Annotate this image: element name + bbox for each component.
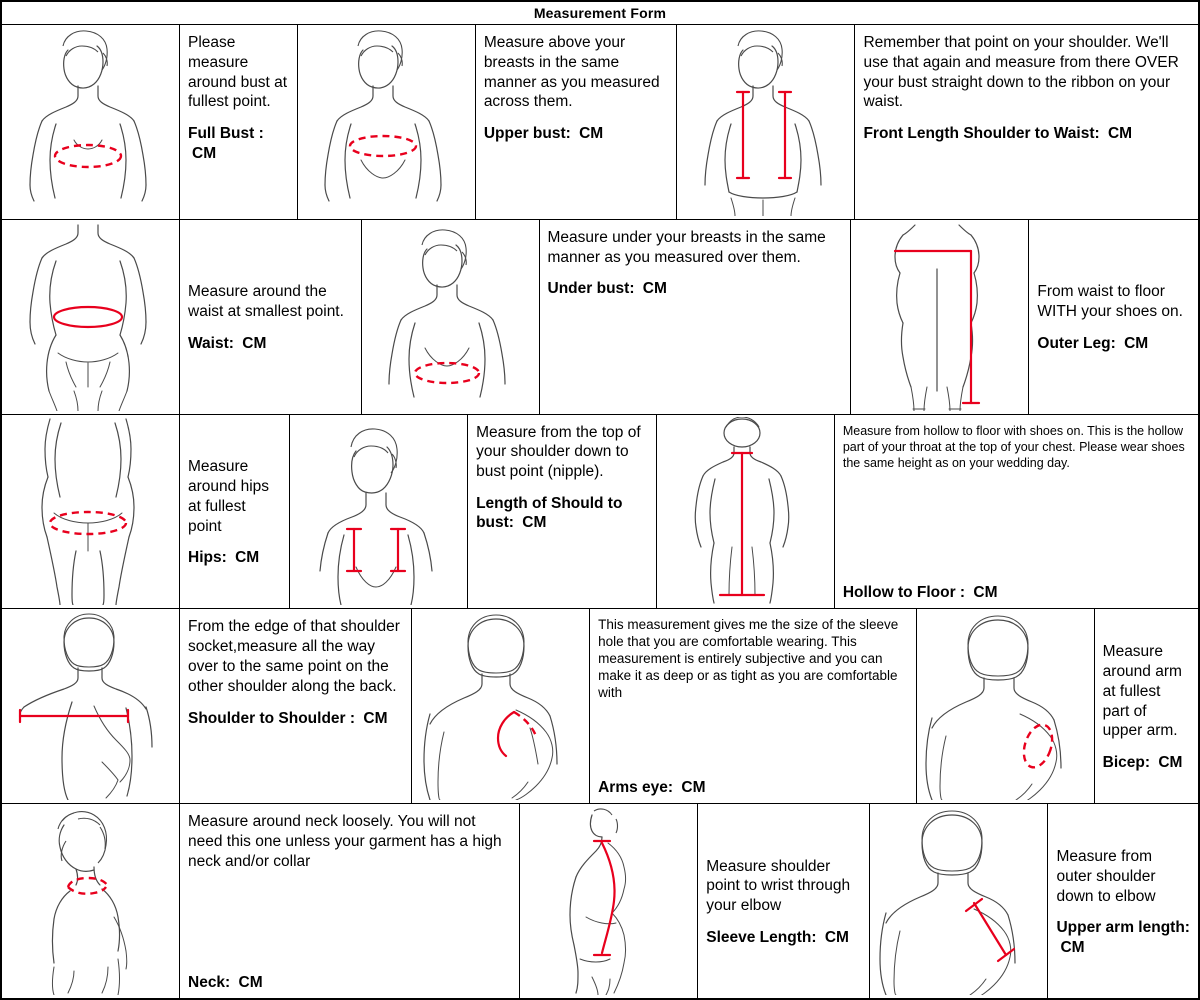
measurement-name: Length of Should to bust:: [476, 495, 623, 532]
measurement-unit: CM: [363, 709, 388, 727]
spacer: [843, 483, 1190, 583]
female-front-upper-bust-icon: [301, 28, 471, 216]
text-cell-waist: [180, 220, 362, 414]
measurement-unit: CM: [681, 778, 706, 796]
measurement-name: Front Length Shoulder to Waist:: [863, 125, 1100, 143]
measurement-label: [843, 583, 1190, 602]
instruction-text: Measure around hips at fullest point: [188, 458, 270, 535]
measurement-unit: CM: [238, 973, 263, 991]
instruction-text: Measure shoulder point to wrist through your elbow: [706, 857, 851, 915]
female-front-shoulder-to-bust-icon: [294, 417, 464, 605]
measurement-label: [1037, 334, 1190, 353]
measurement-name: Upper arm length:: [1056, 919, 1190, 937]
text-cell-arms-eye: [590, 609, 917, 803]
instruction-text: Measure from the top of your shoulder down to bust point (nipple).: [476, 423, 641, 481]
measurement-unit: CM: [973, 584, 998, 602]
measurement-name: Bicep:: [1102, 754, 1151, 772]
spacer: [188, 884, 511, 973]
female-side-neck-icon: [6, 807, 176, 995]
text-cell-under-bust: [540, 220, 852, 414]
measurement-name: Arms eye:: [598, 778, 674, 796]
text-cell-hips: [180, 415, 290, 609]
instruction-text: Remember that point on your shoulder. We'll use that again and measure from there OVER your bust straight down to the ribbon on your waist.: [863, 34, 1179, 111]
measurement-unit: CM: [824, 929, 849, 947]
female-side-sleeve-length-icon: [524, 807, 694, 995]
text-cell-front-length: [855, 25, 1198, 219]
instruction-text: Measure above your breasts in the same manner as you measured across them.: [483, 34, 660, 111]
measurement-label: [548, 279, 843, 298]
measurement-label: [1056, 918, 1190, 957]
figure-cell-full-bust: [2, 25, 180, 219]
text-cell-neck: [180, 804, 520, 998]
figure-cell-outer-leg: [851, 220, 1029, 414]
measurement-name: Upper bust:: [483, 125, 571, 143]
measurement-label: [598, 778, 908, 797]
table-row: [2, 220, 1198, 415]
figure-cell-arms-eye: [412, 609, 590, 803]
text-cell-upper-arm-length: [1048, 804, 1198, 998]
figure-cell-upper-bust: [298, 25, 476, 219]
measurement-unit: CM: [1107, 125, 1133, 143]
figure-cell-hips: [2, 415, 180, 609]
instruction-text: This measurement gives me the size of the sleeve hole that you are comfortable wearing. This measurement is entirely subjective and you can make it as deep or as tight as you are comfortable with: [598, 617, 899, 700]
figure-cell-neck: [2, 804, 180, 998]
figure-cell-sleeve-length: [520, 804, 698, 998]
text-cell-sleeve-length: [698, 804, 870, 998]
measurement-label: [188, 709, 403, 728]
measurement-unit: CM: [522, 514, 547, 532]
table-row: [2, 804, 1198, 998]
text-cell-hollow-to-floor: [835, 415, 1198, 609]
female-bicep-icon: [920, 612, 1090, 800]
figure-cell-bicep: [917, 609, 1095, 803]
measurement-unit: CM: [1060, 938, 1085, 956]
measurement-unit: CM: [235, 549, 260, 567]
table-row: [2, 609, 1198, 804]
measurement-name: Outer Leg:: [1037, 334, 1116, 352]
figure-cell-front-length: [677, 25, 855, 219]
instruction-text: Measure around neck loosely. You will not need this one unless your garment has a high neck and/or collar: [188, 813, 502, 870]
measurement-name: Shoulder to Shoulder :: [188, 709, 356, 727]
measurement-label: [188, 973, 511, 992]
female-front-bust-icon: [6, 28, 176, 216]
text-cell-full-bust: [180, 25, 298, 219]
measurement-unit: CM: [1124, 334, 1149, 352]
text-cell-shoulder-to-bust: [468, 415, 657, 609]
female-front-waist-icon: [6, 223, 176, 411]
measurement-name: Waist:: [188, 334, 234, 352]
measurement-name: Sleeve Length:: [706, 929, 817, 947]
text-cell-upper-bust: [476, 25, 678, 219]
instruction-text: Measure from hollow to floor with shoes on. This is the hollow part of your throat at the top of your chest. Please wear shoes the same height as on your wedding day.: [842, 423, 1185, 471]
measurement-label: [476, 494, 648, 533]
measurement-name: Full Bust :: [188, 125, 264, 143]
instruction-text: Measure around the waist at smallest point.: [188, 283, 344, 320]
female-front-hips-icon: [6, 417, 176, 605]
instruction-text: Please measure around bust at fullest point.: [188, 34, 288, 111]
measurement-name: Under bust:: [547, 280, 635, 298]
instruction-text: Measure under your breasts in the same manner as you measured over them.: [547, 228, 826, 266]
measurement-unit: CM: [242, 334, 267, 352]
figure-cell-shoulder-to-bust: [290, 415, 468, 609]
figure-cell-waist: [2, 220, 180, 414]
measurement-unit: CM: [642, 280, 667, 298]
instruction-text: Measure around arm at fullest part of upper arm.: [1102, 643, 1182, 740]
instruction-text: From the edge of that shoulder socket,measure all the way over to the same point on the other shoulder along the back.: [188, 618, 400, 695]
figure-cell-hollow-to-floor: [657, 415, 835, 609]
form-title-bar: [2, 2, 1198, 25]
measurement-label: [863, 124, 1190, 143]
measurement-label: [188, 124, 289, 163]
text-cell-bicep: [1095, 609, 1198, 803]
female-arms-eye-icon: [416, 612, 586, 800]
measurement-unit: CM: [192, 144, 217, 162]
measurement-label: [188, 548, 281, 567]
measurement-label: [188, 334, 353, 353]
instruction-text: Measure from outer shoulder down to elbow: [1056, 847, 1156, 905]
measurement-name: Hips:: [188, 549, 227, 567]
instruction-text: From waist to floor WITH your shoes on.: [1037, 283, 1183, 320]
female-front-shoulder-to-waist-icon: [681, 28, 851, 216]
table-row: [2, 25, 1198, 220]
text-cell-shoulder-to-shoulder: [180, 609, 412, 803]
female-back-shoulder-to-shoulder-icon: [6, 612, 176, 800]
measurement-unit: CM: [579, 125, 604, 143]
spacer: [598, 714, 908, 778]
female-upper-arm-length-icon: [874, 807, 1044, 995]
table-row: [2, 415, 1198, 610]
figure-cell-under-bust: [362, 220, 540, 414]
female-front-hollow-to-floor-icon: [660, 417, 830, 605]
measurement-grid: [2, 25, 1198, 998]
female-back-outer-leg-icon: [855, 223, 1025, 411]
female-front-under-bust-icon: [365, 223, 535, 411]
measurement-label: [484, 124, 669, 143]
measurement-name: Hollow to Floor :: [842, 584, 966, 602]
measurement-name: Neck:: [188, 973, 231, 991]
page-title: Measurement Form: [533, 5, 667, 21]
text-cell-outer-leg: [1029, 220, 1198, 414]
measurement-label: [706, 928, 861, 947]
measurement-label: [1103, 753, 1190, 772]
figure-cell-upper-arm-length: [870, 804, 1048, 998]
figure-cell-shoulder-to-shoulder: [2, 609, 180, 803]
measurement-unit: CM: [1158, 754, 1183, 772]
